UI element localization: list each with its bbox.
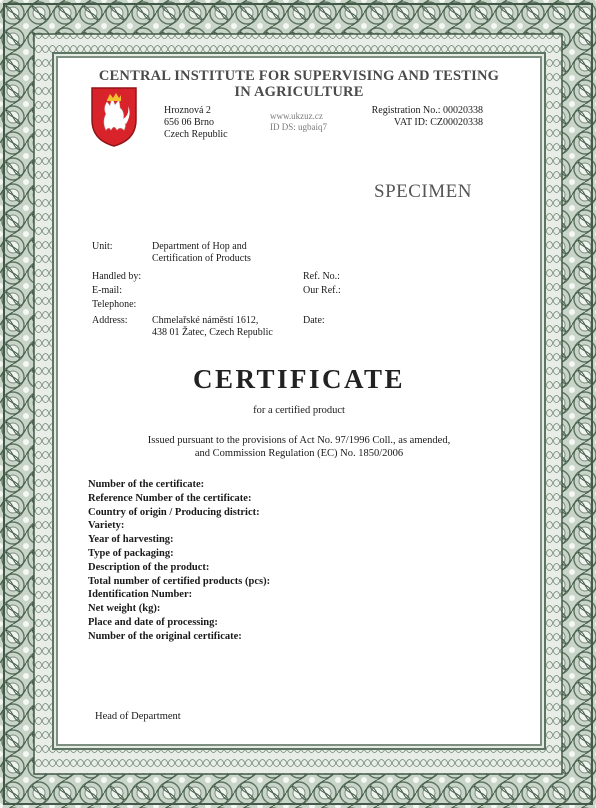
property-label: Identification Number: xyxy=(88,589,193,601)
property-label: Country of origin / Producing district: xyxy=(88,506,260,518)
certificate-properties xyxy=(88,478,270,644)
registration-info xyxy=(360,105,483,129)
registration-number: Registration No.: 00020338 xyxy=(371,105,483,116)
our-ref-label: Our Ref.: xyxy=(303,285,341,296)
unit-label: Unit: xyxy=(92,241,113,252)
email-label: E-mail: xyxy=(92,285,122,296)
legal-basis-line: and Commission Regulation (EC) No. 1850/2006 xyxy=(194,448,404,459)
website-link[interactable]: www.ukzuz.cz xyxy=(270,111,323,121)
certificate-subtitle: for a certified product xyxy=(253,405,345,416)
property-label: Type of packaging: xyxy=(88,547,174,559)
legal-basis-line: Issued pursuant to the provisions of Act No. 97/1996 Coll., as amended, xyxy=(147,435,451,446)
institute-web xyxy=(270,111,327,133)
property-label: Year of harvesting: xyxy=(88,534,174,546)
unit-value-line: Certification of Products xyxy=(152,253,251,264)
institute-address xyxy=(164,105,228,141)
unit-value xyxy=(152,241,251,265)
property-label: Reference Number of the certificate: xyxy=(88,492,252,504)
property-label: Number of the certificate: xyxy=(88,479,205,490)
unit-value-line: Department of Hop and xyxy=(152,241,247,252)
property-label: Description of the product: xyxy=(88,561,210,573)
property-label: Variety: xyxy=(88,520,125,532)
specimen-watermark: SPECIMEN xyxy=(374,181,472,202)
vat-id: VAT ID: CZ00020338 xyxy=(393,117,483,128)
property-label: Number of the original certificate: xyxy=(88,630,242,642)
address-value-line: Chmelařské náměstí 1612, xyxy=(152,315,259,326)
address-line: Czech Republic xyxy=(164,129,228,140)
telephone-label: Telephone: xyxy=(92,299,137,310)
data-box-id: ID DS: ugbaiq7 xyxy=(270,122,327,132)
address-line: Hroznová 2 xyxy=(164,105,211,116)
date-label: Date: xyxy=(303,315,325,326)
address-line: 656 06 Brno xyxy=(164,117,214,128)
czech-lion-emblem-icon xyxy=(90,86,138,148)
certificate-title: CERTIFICATE xyxy=(192,364,406,394)
legal-basis xyxy=(58,434,540,460)
institute-title-line2: IN AGRICULTURE xyxy=(234,84,364,100)
property-label: Net weight (kg): xyxy=(88,603,161,615)
address-label: Address: xyxy=(92,315,128,326)
address-value xyxy=(152,315,273,339)
property-label: Place and date of processing: xyxy=(88,616,218,628)
ref-no-label: Ref. No.: xyxy=(303,271,340,282)
signature-label: Head of Department xyxy=(95,711,181,722)
address-value-line: 438 01 Žatec, Czech Republic xyxy=(152,327,273,338)
property-label: Total number of certified products (pcs): xyxy=(88,575,271,587)
handled-by-label: Handled by: xyxy=(92,271,142,282)
institute-title-line1: CENTRAL INSTITUTE FOR SUPERVISING AND TESTING xyxy=(98,68,500,84)
